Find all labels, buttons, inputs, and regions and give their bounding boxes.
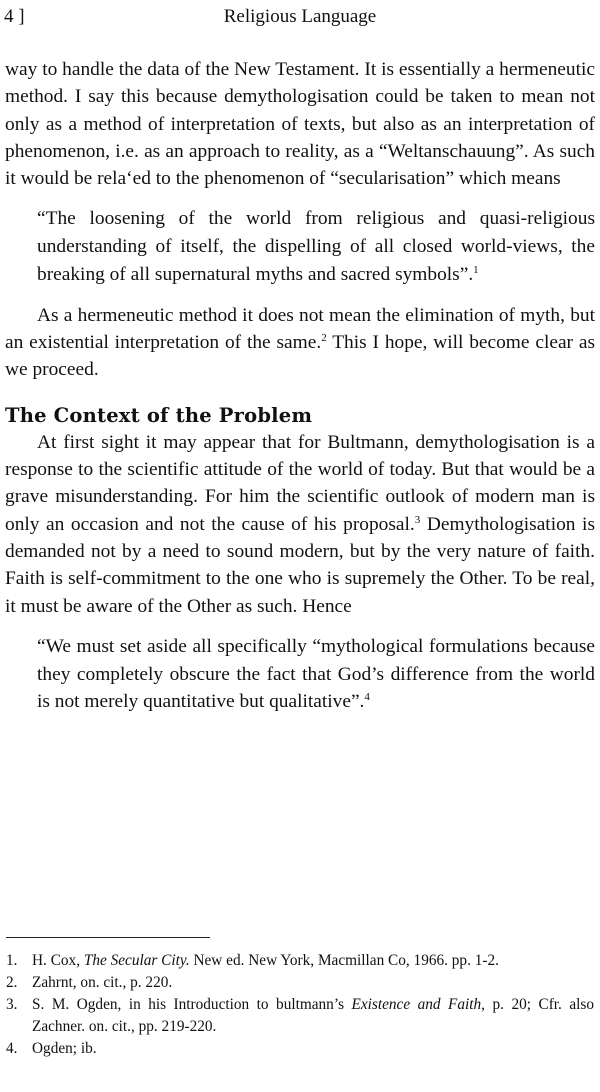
paragraph-3 <box>5 429 595 620</box>
quote-1-text: “The loosening of the world from religious and quasi-religious understanding of itself, the dispelling of all closed world-views, the breaking of all supernatural myths and sacred symbols”. <box>37 208 595 286</box>
block-quote-1 <box>37 205 595 288</box>
section-heading: The Context of the Problem <box>5 403 313 427</box>
footnote-text: p. 20; Cfr. also Zachner. on. cit., pp. 219-220. <box>32 996 594 1035</box>
footnote-number: 1. <box>6 952 18 969</box>
paragraph-1: way to handle the data of the New Testament. It is essentially a hermeneutic method. I say this because demythologisation could be taken to mean not only as a method of interpretation of texts, but also as an interpretation of phenomenon, i.e. as an approach to reality, as a “Weltanschauung”. As such it would be rela‘ed to the phenomenon of “secularisation” which means <box>5 59 595 190</box>
page-number: 4 ] <box>4 6 25 27</box>
block-quote-2 <box>37 633 595 716</box>
footnote-ref-2: 2 <box>321 332 327 345</box>
footnote <box>6 950 594 972</box>
footnote-text: S. M. Ogden, in his Introduction to bultmann’s <box>32 996 352 1013</box>
main-text <box>5 56 595 716</box>
footnotes <box>6 950 594 1060</box>
footnote-ref-3: 3 <box>414 513 421 526</box>
footnote-ref-4: 4 <box>364 691 370 704</box>
paragraph-3-text-b: Demythologisation is demanded not by a need to sound modern, but by the very nature of faith. Faith is self-commitment to the one who is supremely the Other. To be real, it must be aware of the Other as such. Hence <box>5 513 595 617</box>
paragraph-2-tail: This I hope, will become clear as we proceed. <box>5 332 596 381</box>
footnote-title: The Secular City. <box>83 952 190 969</box>
running-header <box>4 6 596 32</box>
footnote-number: 4. <box>6 1040 18 1057</box>
footnote-divider <box>6 937 210 938</box>
footnote-number: 2. <box>6 974 18 991</box>
running-title: Religious Language <box>223 6 377 27</box>
footnote-ref-1: 1 <box>473 264 479 277</box>
footnote <box>6 972 594 994</box>
footnote-title: Existence and Faith, <box>351 996 486 1013</box>
footnote <box>6 1038 594 1060</box>
footnote-text: New ed. New York, Macmillan Co, 1966. pp. 1-2. <box>189 952 499 969</box>
paragraph-2 <box>5 302 595 384</box>
paragraph-3-text-a: At first sight it may appear that for Bultmann, demythologisation is a response to the scientific attitude of the world of today. But that would be a grave misunderstanding. For him the scientific outlook of modern man is only an occasion and not the cause of his proposal. <box>5 431 595 535</box>
footnote-number: 3. <box>6 996 18 1013</box>
footnote-text: Ogden; ib. <box>32 1040 97 1057</box>
footnote-text: H. Cox, <box>32 952 84 969</box>
footnote-text: Zahrnt, on. cit., p. 220. <box>32 974 173 991</box>
footnote <box>6 994 594 1038</box>
paragraph-2-text: As a hermeneutic method it does not mean the elimination of myth, but an existential interpretation of the same. <box>5 304 595 354</box>
quote-2-text: “We must set aside all specifically “mythological formulations because they completely obscure the fact that God’s difference from the world is not merely quantitative but qualitative”. <box>37 635 595 713</box>
